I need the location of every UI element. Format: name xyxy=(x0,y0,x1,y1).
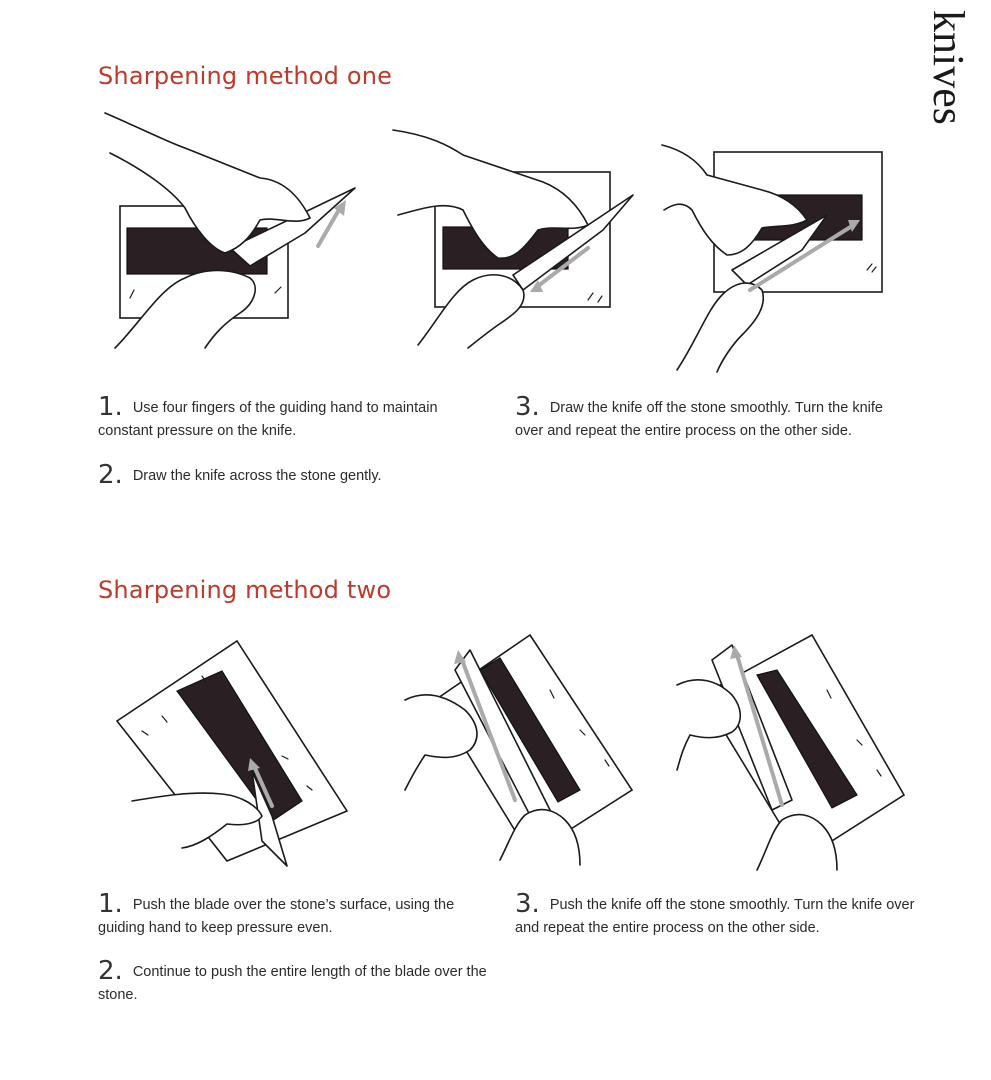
method-one-illustration-3 xyxy=(652,140,892,375)
method-two-step-1 xyxy=(98,889,483,940)
method-two-step-2 xyxy=(98,956,493,1007)
method-one-illustration-2 xyxy=(393,120,643,350)
step-number: 1. xyxy=(98,889,123,919)
step-text: Draw the knife off the stone smoothly. Turn the knife over and repeat the entire process on the other side. xyxy=(515,400,883,439)
method-one-step-1 xyxy=(98,392,483,443)
side-title: knives xyxy=(924,10,973,125)
holding-hand xyxy=(677,283,763,372)
step-number: 3. xyxy=(515,889,540,919)
step-text: Push the blade over the stone’s surface, using the guiding hand to keep pressure even. xyxy=(98,897,455,936)
step-number: 2. xyxy=(98,460,123,490)
step-number: 2. xyxy=(98,956,123,986)
method-two-illustration-1 xyxy=(112,636,352,866)
method-two-title: Sharpening method two xyxy=(98,576,392,604)
method-two-illustration-3 xyxy=(672,630,912,875)
step-text: Push the knife off the stone smoothly. Turn the knife over and repeat the entire process on the other side. xyxy=(515,897,915,936)
method-one-title: Sharpening method one xyxy=(98,62,393,90)
step-text: Draw the knife across the stone gently. xyxy=(132,468,382,484)
guiding-hand xyxy=(677,680,740,770)
step-text: Use four fingers of the guiding hand to maintain constant pressure on the knife. xyxy=(98,400,438,439)
method-one-step-2 xyxy=(98,460,483,490)
method-one-step-3 xyxy=(515,392,915,443)
step-text: Continue to push the entire length of the blade over the stone. xyxy=(98,964,487,1003)
method-one-illustration-1 xyxy=(100,108,370,353)
method-two-step-3 xyxy=(515,889,915,940)
step-number: 3. xyxy=(515,392,540,422)
method-two-illustration-2 xyxy=(400,630,640,870)
step-number: 1. xyxy=(98,392,123,422)
holding-hand xyxy=(418,275,524,348)
